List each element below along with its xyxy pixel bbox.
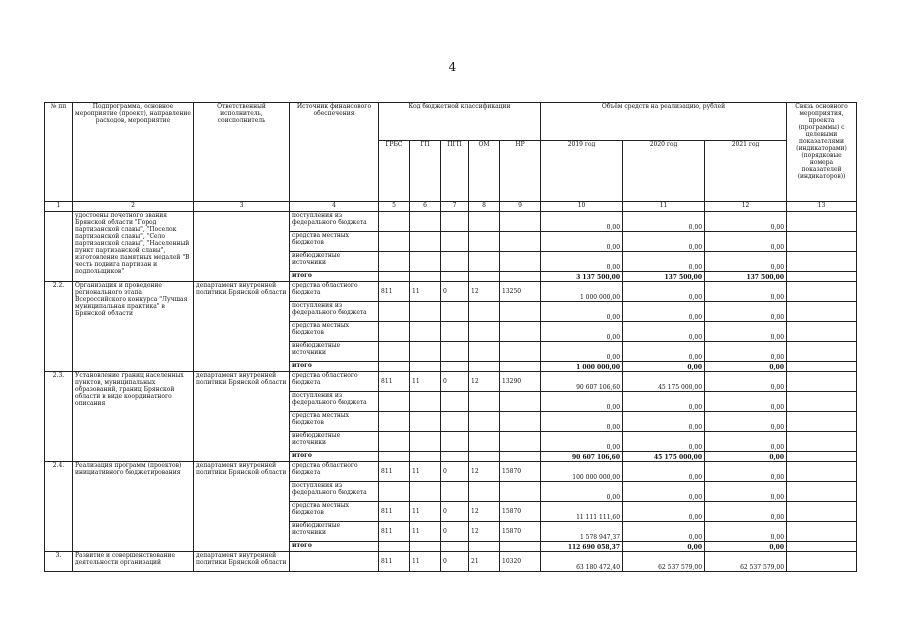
amount-2020-cell: 45 175 000,00 — [623, 452, 705, 462]
source-cell: средства областного бюджета — [290, 462, 379, 482]
pgp-cell: 0 — [441, 372, 469, 392]
source-cell: поступления из федерального бюджета — [290, 302, 379, 322]
gp-cell — [410, 342, 441, 362]
om-cell — [469, 212, 500, 232]
amount-2019-cell: 0,00 — [541, 412, 623, 432]
amount-2020-cell: 0,00 — [623, 522, 705, 542]
grbs-cell — [379, 322, 410, 342]
source-cell: средства местных бюджетов — [290, 322, 379, 342]
om-cell: 12 — [469, 282, 500, 302]
column-number-cell: 8 — [469, 202, 500, 212]
header-code-group: Код бюджетной классификации — [379, 103, 541, 141]
row-number-cell: 2.4. — [45, 462, 73, 552]
nr-cell — [500, 542, 541, 552]
measure-name-cell: Установление границ населенных пунктов, муниципальных образований, границ Брянской области в виде координатного описания — [73, 372, 194, 462]
amount-2019-cell: 1 578 947,37 — [541, 522, 623, 542]
grbs-cell — [379, 392, 410, 412]
nr-cell — [500, 272, 541, 282]
header-col-gp: ГП — [410, 141, 441, 202]
nr-cell — [500, 322, 541, 342]
grbs-cell — [379, 272, 410, 282]
header-col-2019: 2019 год — [541, 141, 623, 202]
gp-cell — [410, 362, 441, 372]
header-col-no: № пп — [45, 103, 73, 202]
pgp-cell — [441, 322, 469, 342]
column-number-cell: 9 — [500, 202, 541, 212]
amount-2021-cell: 62 537 579,00 — [705, 552, 787, 572]
indicator-link-cell — [787, 502, 857, 522]
amount-2020-cell: 0,00 — [623, 342, 705, 362]
gp-cell — [410, 252, 441, 272]
amount-2019-cell: 0,00 — [541, 482, 623, 502]
indicator-link-cell — [787, 232, 857, 252]
om-cell — [469, 432, 500, 452]
amount-2020-cell: 0,00 — [623, 362, 705, 372]
indicator-link-cell — [787, 272, 857, 282]
nr-cell — [500, 302, 541, 322]
pgp-cell — [441, 412, 469, 432]
gp-cell — [410, 232, 441, 252]
column-number-cell: 5 — [379, 202, 410, 212]
pgp-cell — [441, 272, 469, 282]
pgp-cell: 0 — [441, 462, 469, 482]
amount-2020-cell: 0,00 — [623, 302, 705, 322]
nr-cell: 13290 — [500, 372, 541, 392]
header-col-2020: 2020 год — [623, 141, 705, 202]
measure-name-cell: Развитие и совершенствование деятельности организаций — [73, 552, 194, 572]
amount-2020-cell: 0,00 — [623, 542, 705, 552]
om-cell — [469, 252, 500, 272]
gp-cell: 11 — [410, 502, 441, 522]
column-number-cell: 11 — [623, 202, 705, 212]
table-row — [45, 462, 857, 482]
amount-2019-cell: 90 607 106,60 — [541, 372, 623, 392]
gp-cell — [410, 272, 441, 282]
pgp-cell: 0 — [441, 522, 469, 542]
om-cell — [469, 272, 500, 282]
amount-2021-cell: 0,00 — [705, 462, 787, 482]
column-number-cell: 4 — [290, 202, 379, 212]
table-row — [45, 212, 857, 232]
pgp-cell — [441, 362, 469, 372]
indicator-link-cell — [787, 322, 857, 342]
amount-2020-cell: 0,00 — [623, 212, 705, 232]
indicator-link-cell — [787, 482, 857, 502]
amount-2019-cell: 0,00 — [541, 392, 623, 412]
row-number-cell — [45, 212, 73, 282]
om-cell — [469, 232, 500, 252]
grbs-cell — [379, 302, 410, 322]
gp-cell: 11 — [410, 282, 441, 302]
amount-2020-cell: 137 500,00 — [623, 272, 705, 282]
nr-cell — [500, 452, 541, 462]
gp-cell — [410, 412, 441, 432]
indicator-link-cell — [787, 342, 857, 362]
amount-2019-cell: 0,00 — [541, 302, 623, 322]
page-number: 4 — [448, 60, 457, 74]
grbs-cell — [379, 452, 410, 462]
source-cell: поступления из федерального бюджета — [290, 392, 379, 412]
source-cell: итого — [290, 452, 379, 462]
source-cell: внебюджетные источники — [290, 342, 379, 362]
measure-name-cell: удостоены почетного звания Брянской области "Город партизанской славы", "Поселок партизанской славы", "Село партизанской славы", "Населенный пункт партизанской славы", изготовление памятных медалей "В честь подвига партизан и подпольщиков" — [73, 212, 194, 282]
nr-cell — [500, 212, 541, 232]
amount-2021-cell: 0,00 — [705, 392, 787, 412]
amount-2019-cell: 63 180 472,40 — [541, 552, 623, 572]
om-cell — [469, 542, 500, 552]
om-cell: 12 — [469, 462, 500, 482]
source-cell: средства областного бюджета — [290, 282, 379, 302]
indicator-link-cell — [787, 412, 857, 432]
header-col-name: Подпрограмма, основное мероприятие (проект), направление расходов, мероприятие — [73, 103, 194, 202]
pgp-cell — [441, 392, 469, 412]
header-col-link: Связь основного мероприятия, проекта (программы) с целевыми показателями (индикаторами) (порядковые номера показателей (индикаторов)) — [787, 103, 857, 202]
amount-2019-cell: 0,00 — [541, 212, 623, 232]
grbs-cell — [379, 432, 410, 452]
source-cell: итого — [290, 542, 379, 552]
indicator-link-cell — [787, 362, 857, 372]
amount-2021-cell: 0,00 — [705, 372, 787, 392]
amount-2021-cell: 0,00 — [705, 212, 787, 232]
column-number-cell: 10 — [541, 202, 623, 212]
header-col-2021: 2021 год — [705, 141, 787, 202]
executor-cell — [194, 212, 290, 282]
indicator-link-cell — [787, 452, 857, 462]
amount-2021-cell: 0,00 — [705, 452, 787, 462]
source-cell: итого — [290, 272, 379, 282]
amount-2019-cell: 11 111 111,60 — [541, 502, 623, 522]
grbs-cell — [379, 412, 410, 432]
gp-cell: 11 — [410, 372, 441, 392]
table-row — [45, 372, 857, 392]
amount-2020-cell: 0,00 — [623, 412, 705, 432]
pgp-cell — [441, 452, 469, 462]
source-cell: средства местных бюджетов — [290, 232, 379, 252]
om-cell: 21 — [469, 552, 500, 572]
executor-cell: департамент внутренней политики Брянской области — [194, 282, 290, 372]
grbs-cell: 811 — [379, 282, 410, 302]
amount-2020-cell: 62 537 579,00 — [623, 552, 705, 572]
amount-2019-cell: 0,00 — [541, 252, 623, 272]
amount-2021-cell: 0,00 — [705, 482, 787, 502]
nr-cell: 15870 — [500, 462, 541, 482]
indicator-link-cell — [787, 542, 857, 552]
amount-2021-cell: 0,00 — [705, 302, 787, 322]
om-cell: 12 — [469, 522, 500, 542]
amount-2021-cell: 0,00 — [705, 412, 787, 432]
nr-cell — [500, 392, 541, 412]
pgp-cell — [441, 482, 469, 502]
amount-2021-cell: 137 500,00 — [705, 272, 787, 282]
source-cell: внебюджетные источники — [290, 252, 379, 272]
indicator-link-cell — [787, 252, 857, 272]
grbs-cell: 811 — [379, 552, 410, 572]
source-cell: средства областного бюджета — [290, 372, 379, 392]
om-cell — [469, 412, 500, 432]
amount-2019-cell: 1 000 000,00 — [541, 282, 623, 302]
header-col-exec: Ответственный исполнитель, соисполнитель — [194, 103, 290, 202]
row-number-cell: 2.2. — [45, 282, 73, 372]
nr-cell: 15870 — [500, 522, 541, 542]
nr-cell: 13250 — [500, 282, 541, 302]
measure-name-cell: Реализация программ (проектов) инициативного бюджетирования — [73, 462, 194, 552]
amount-2021-cell: 0,00 — [705, 502, 787, 522]
indicator-link-cell — [787, 432, 857, 452]
nr-cell — [500, 252, 541, 272]
pgp-cell — [441, 232, 469, 252]
nr-cell — [500, 342, 541, 362]
pgp-cell — [441, 342, 469, 362]
amount-2020-cell: 0,00 — [623, 432, 705, 452]
indicator-link-cell — [787, 522, 857, 542]
executor-cell: департамент внутренней политики Брянской области — [194, 552, 290, 572]
nr-cell: 15870 — [500, 502, 541, 522]
header-amount-group: Объём средств на реализацию, рублей — [541, 103, 787, 141]
source-cell: внебюджетные источники — [290, 522, 379, 542]
column-number-cell: 7 — [441, 202, 469, 212]
column-number-cell: 12 — [705, 202, 787, 212]
amount-2020-cell: 45 175 000,00 — [623, 372, 705, 392]
amount-2021-cell: 0,00 — [705, 342, 787, 362]
amount-2020-cell: 0,00 — [623, 282, 705, 302]
pgp-cell: 0 — [441, 552, 469, 572]
grbs-cell — [379, 232, 410, 252]
grbs-cell — [379, 482, 410, 502]
pgp-cell: 0 — [441, 502, 469, 522]
amount-2019-cell: 3 137 500,00 — [541, 272, 623, 282]
gp-cell — [410, 432, 441, 452]
indicator-link-cell — [787, 552, 857, 572]
gp-cell: 11 — [410, 462, 441, 482]
pgp-cell — [441, 542, 469, 552]
gp-cell: 11 — [410, 522, 441, 542]
indicator-link-cell — [787, 212, 857, 232]
amount-2019-cell: 0,00 — [541, 342, 623, 362]
amount-2019-cell: 100 000 000,00 — [541, 462, 623, 482]
executor-cell: департамент внутренней политики Брянской области — [194, 372, 290, 462]
om-cell: 12 — [469, 502, 500, 522]
amount-2021-cell: 0,00 — [705, 432, 787, 452]
gp-cell — [410, 392, 441, 412]
amount-2019-cell: 90 607 106,60 — [541, 452, 623, 462]
source-cell: поступления из федерального бюджета — [290, 482, 379, 502]
nr-cell — [500, 362, 541, 372]
amount-2020-cell: 0,00 — [623, 462, 705, 482]
nr-cell — [500, 412, 541, 432]
om-cell: 12 — [469, 372, 500, 392]
source-cell: внебюджетные источники — [290, 432, 379, 452]
table-row — [45, 282, 857, 302]
pgp-cell — [441, 252, 469, 272]
column-number-cell: 6 — [410, 202, 441, 212]
om-cell — [469, 302, 500, 322]
grbs-cell: 811 — [379, 372, 410, 392]
amount-2021-cell: 0,00 — [705, 232, 787, 252]
header-col-pgp: ПГП — [441, 141, 469, 202]
pgp-cell — [441, 302, 469, 322]
om-cell — [469, 362, 500, 372]
header-col-nr: НР — [500, 141, 541, 202]
column-number-cell: 3 — [194, 202, 290, 212]
gp-cell — [410, 212, 441, 232]
amount-2019-cell: 0,00 — [541, 322, 623, 342]
amount-2020-cell: 0,00 — [623, 232, 705, 252]
om-cell — [469, 322, 500, 342]
pgp-cell — [441, 432, 469, 452]
amount-2021-cell: 0,00 — [705, 282, 787, 302]
grbs-cell — [379, 362, 410, 372]
gp-cell — [410, 452, 441, 462]
indicator-link-cell — [787, 302, 857, 322]
grbs-cell — [379, 342, 410, 362]
indicator-link-cell — [787, 392, 857, 412]
measure-name-cell: Организация и проведение регионального этапа Всероссийского конкурса "Лучшая муниципальная практика" в Брянской области — [73, 282, 194, 372]
gp-cell — [410, 322, 441, 342]
amount-2021-cell: 0,00 — [705, 362, 787, 372]
row-number-cell: 2.3. — [45, 372, 73, 462]
amount-2021-cell: 0,00 — [705, 322, 787, 342]
om-cell — [469, 452, 500, 462]
nr-cell — [500, 232, 541, 252]
table-row — [45, 552, 857, 572]
pgp-cell: 0 — [441, 282, 469, 302]
grbs-cell: 811 — [379, 522, 410, 542]
source-cell: поступления из федерального бюджета — [290, 212, 379, 232]
grbs-cell: 811 — [379, 502, 410, 522]
indicator-link-cell — [787, 372, 857, 392]
row-number-cell: 3. — [45, 552, 73, 572]
source-cell — [290, 552, 379, 572]
nr-cell — [500, 432, 541, 452]
source-cell: средства местных бюджетов — [290, 502, 379, 522]
amount-2020-cell: 0,00 — [623, 482, 705, 502]
amount-2020-cell: 0,00 — [623, 392, 705, 412]
amount-2021-cell: 0,00 — [705, 522, 787, 542]
amount-2020-cell: 0,00 — [623, 252, 705, 272]
nr-cell — [500, 482, 541, 502]
column-number-cell: 2 — [73, 202, 194, 212]
amount-2019-cell: 0,00 — [541, 432, 623, 452]
column-number-cell: 13 — [787, 202, 857, 212]
amount-2020-cell: 0,00 — [623, 502, 705, 522]
executor-cell: департамент внутренней политики Брянской области — [194, 462, 290, 552]
column-number-cell: 1 — [45, 202, 73, 212]
om-cell — [469, 482, 500, 502]
pgp-cell — [441, 212, 469, 232]
source-cell: средства местных бюджетов — [290, 412, 379, 432]
gp-cell — [410, 482, 441, 502]
gp-cell — [410, 542, 441, 552]
indicator-link-cell — [787, 282, 857, 302]
indicator-link-cell — [787, 462, 857, 482]
table-header — [45, 103, 857, 202]
nr-cell: 10320 — [500, 552, 541, 572]
om-cell — [469, 342, 500, 362]
amount-2019-cell: 112 690 058,37 — [541, 542, 623, 552]
grbs-cell: 811 — [379, 462, 410, 482]
gp-cell: 11 — [410, 552, 441, 572]
gp-cell — [410, 302, 441, 322]
header-col-source: Источник финансового обеспечения — [290, 103, 379, 202]
om-cell — [469, 392, 500, 412]
column-numbers-row — [45, 202, 857, 212]
grbs-cell — [379, 212, 410, 232]
header-col-om: ОМ — [469, 141, 500, 202]
amount-2021-cell: 0,00 — [705, 252, 787, 272]
amount-2019-cell: 0,00 — [541, 232, 623, 252]
grbs-cell — [379, 252, 410, 272]
amount-2019-cell: 1 000 000,00 — [541, 362, 623, 372]
table-body — [45, 212, 857, 572]
grbs-cell — [379, 542, 410, 552]
budget-table — [44, 102, 857, 572]
amount-2021-cell: 0,00 — [705, 542, 787, 552]
header-col-grbs: ГРБС — [379, 141, 410, 202]
source-cell: итого — [290, 362, 379, 372]
amount-2020-cell: 0,00 — [623, 322, 705, 342]
